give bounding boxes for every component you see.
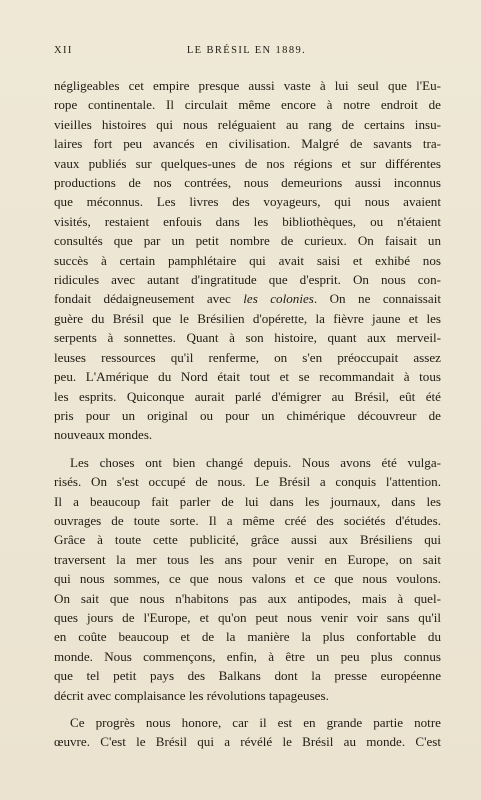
paragraph-gap bbox=[54, 705, 441, 713]
text-line: succès à certain pamphlétaire qui avait saisi et exhibé nos bbox=[54, 252, 441, 268]
text-line: Les choses ont bien changé depuis. Nous avons été vulga- bbox=[70, 454, 441, 470]
text-line: ques jours de l'Europe, et qu'on peut nous venir voir sans qu'il bbox=[54, 609, 441, 625]
text-line: vieilles histoires qui nous reléguaient au rang de certains insu- bbox=[54, 116, 441, 132]
text-line: laires fort peu avancés en civilisation. Malgré de savants tra- bbox=[54, 136, 441, 152]
paragraph-gap bbox=[54, 445, 441, 453]
text-line: qui nous sommes, ce que nous valons et ce que nous voulons. bbox=[54, 571, 441, 587]
text-line: en coûte beaucoup et de la manière la plus confortable du bbox=[54, 629, 441, 645]
text-line: que méconnus. Les livres des voyageurs, qui nous avaient bbox=[54, 194, 441, 210]
running-title: LE BRÉSIL EN 1889. bbox=[186, 45, 307, 56]
body-text bbox=[54, 76, 441, 752]
text-line: serpents à sonnettes. Quant à son histoire, quant aux merveil- bbox=[54, 330, 441, 346]
italic-text: les colonies bbox=[243, 291, 314, 307]
text-line: traversent la mer tous les ans pour venir en Europe, on sait bbox=[54, 551, 441, 567]
text-line bbox=[54, 289, 441, 308]
text-line: rope continentale. Il circulait même encore à notre endroit de bbox=[54, 97, 441, 113]
text-line: productions de nos contrées, nous demeurions aussi inconnus bbox=[54, 175, 441, 191]
text-line: risés. On s'est occupé de nous. Le Brésil a conquis l'attention. bbox=[54, 474, 441, 490]
text-line: leuses ressources qu'il renferme, on s'en préoccupait assez bbox=[54, 349, 441, 365]
text-line: vaux publiés sur quelques-unes de nos régions et sur différentes bbox=[54, 155, 441, 171]
text-run: fondait dédaigneusement avec bbox=[54, 291, 231, 307]
text-line: Grâce à toute cette publicité, grâce aussi aux Brésiliens qui bbox=[54, 532, 441, 548]
text-line: Ce progrès nous honore, car il est en grande partie notre bbox=[70, 715, 441, 730]
text-line: décrit avec complaisance les révolutions tapageuses. bbox=[54, 687, 329, 703]
text-line: œuvre. C'est le Brésil qui a révélé le Brésil au monde. C'est bbox=[54, 734, 441, 750]
text-line: ridicules avec autant d'ingratitude que d'esprit. On nous con- bbox=[54, 272, 441, 288]
running-head bbox=[54, 45, 439, 61]
text-line: On sait que nous n'habitons pas aux antipodes, mais à quel- bbox=[54, 590, 441, 606]
text-run: . On ne connaissait bbox=[313, 291, 441, 307]
text-line: visités, restaient enfouis dans les bibliothèques, ou n'étaient bbox=[54, 213, 441, 229]
text-line: guère du Brésil que le Brésilien d'opérette, la fièvre jaune et les bbox=[54, 310, 441, 326]
text-line: que tel petit pays des Balkans dont la presse européenne bbox=[54, 668, 441, 684]
text-line: les esprits. Quiconque aurait parlé d'émigrer au Brésil, eût été bbox=[54, 388, 441, 404]
page-number: XII bbox=[54, 45, 73, 56]
text-line: peu. L'Amérique du Nord était tout et se recommandait à tous bbox=[54, 369, 441, 385]
text-line: consultés que par un petit nombre de curieux. On faisait un bbox=[54, 233, 441, 249]
text-line: ouvrages de toute sorte. Il a même créé des sociétés d'études. bbox=[54, 512, 441, 528]
text-line: Il a beaucoup fait parler de lui dans les journaux, dans les bbox=[54, 493, 441, 509]
text-line: négligeables cet empire presque aussi vaste à lui seul que l'Eu- bbox=[54, 78, 441, 93]
text-line: pris pour un original ou pour un chimérique découvreur de bbox=[54, 407, 441, 423]
text-line: monde. Nous commençons, enfin, à être un peu plus connus bbox=[54, 648, 441, 664]
text-line: nouveaux mondes. bbox=[54, 427, 153, 443]
